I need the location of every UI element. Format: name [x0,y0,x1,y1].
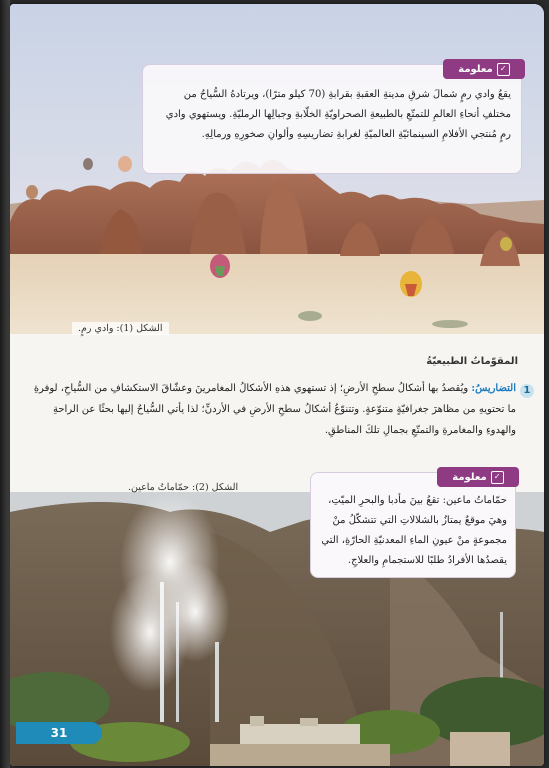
bullet-number: 1 [520,384,534,398]
note-icon: ✓ [491,471,504,484]
info-box-hammamat [310,472,516,578]
page-number: 31 [16,722,102,744]
body-text: ويُقصدُ بها أشكالُ سطحِ الأرضِ؛ إذ تستهوي هذهِ الأشكالُ المغامرينَ وعشّاقَ الاستكشافِ من السُّياحِ، لوفرةِ ما تحتويهِ من مظاهرَ جغرافيّةٍ متنوّعةٍ. وتتنوّعُ أشكالُ سطحِ الأرضِ في الأردنِّ؛ لذا يأتي السُّياحُ إليها بحثًا عن الراحةِ والهدوءِ والمغامرةِ والتمتّعِ بجمالِ تلكَ المناطقِ. [33,383,516,436]
info-text-2: حمّاماتُ ماعين: تقعُ بينَ مأدبا والبحرِ الميّتِ، وهيَ موقعٌ يمتازُ بالشلالاتِ التي تتشكّلُ منْ مجموعةٍ منْ عيونِ الماءِ المعدنيّةِ الحارّةِ، التي يقصدُها الأفرادُ طلبًا للاستجمامِ والعلاجِ. [321,495,507,566]
note-icon: ✓ [497,63,510,76]
info-text: يقعُ وادي رمٍ شمالَ شرقِ مدينةِ العقبةِ بقرابةِ (70 كيلو مترًا)، ويرتادهُ السُّياحُ من مختلفِ أنحاءِ العالمِ للتمتّعِ بالطبيعةِ الصحراويّةِ الخلّابةِ وجبالِها الرمليّةِ. ويستهوي وادي رمٍ مُنتجي الأفلامِ السينمائيّةِ العالميّةِ لغرابةِ تضاريسِهِ وألوانِ صخورِهِ ورمالِهِ. [165,89,511,140]
figure-2-caption: الشكل (2): حمّاماتُ ماعين. [128,482,239,493]
section-title: المقوّماتُ الطبيعيّةُ [426,356,518,367]
info-tab-label-2: معلومة [452,471,487,483]
term-label: التضاريسُ: [471,383,516,394]
book-binding [0,0,10,768]
info-box-wadi-rum [142,64,522,174]
info-tab [443,59,525,79]
textbook-page [10,4,544,766]
figure-1-caption: الشكل (1): وادي رمٍ. [72,322,169,335]
info-tab-2 [437,467,519,487]
body-paragraph [26,378,516,441]
info-tab-label: معلومة [458,63,493,75]
